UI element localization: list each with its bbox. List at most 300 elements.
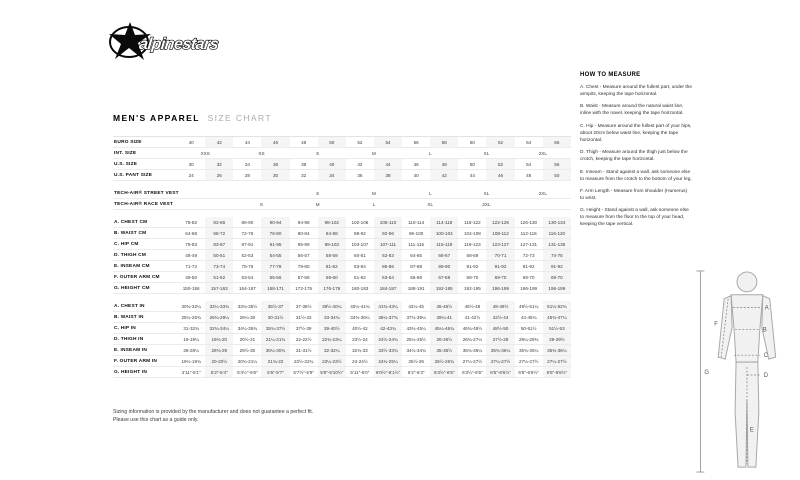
size-cell: 5′7½″-5′9″ [293,369,314,375]
size-cell: 80-84 [297,230,310,236]
size-cell: M [315,201,320,207]
size-cell: 78-82 [185,219,198,225]
size-cell: 98-102 [324,219,339,225]
row-label: C. HIP IN [114,325,136,331]
table-row [113,367,571,378]
table-row [113,312,571,323]
size-cell: 157-163 [210,285,228,291]
size-cell: 106-110 [379,219,397,225]
row-label: C. HIP CM [114,241,139,247]
size-cell: 74-75 [550,252,563,258]
size-cell: 168-171 [267,285,284,291]
table-row [113,250,571,261]
row-label: F. OUTER ARM IN [114,358,158,364]
size-cell: 115-119 [436,241,453,247]
size-cell: 79-80 [297,263,310,269]
size-cell: 4′11″-5′1″ [181,369,201,375]
size-cell: 27½-28 [492,336,509,342]
size-cell: 91-95 [269,241,282,247]
size-cell: 27¼-27½ [462,358,483,364]
size-cell: 42½-44 [492,314,509,320]
size-cell: 70-71 [494,252,507,258]
size-cell: 22-22½ [295,336,312,342]
size-cell: 46¾-48½ [462,325,483,331]
size-cell: 54 [526,161,532,167]
size-cell: 52-53 [241,252,254,258]
size-cell: 31-32¾ [183,325,199,331]
size-cell: 37-38½ [295,303,312,309]
size-cell: 119-123 [464,241,481,247]
size-cell: 38½-40¼ [322,303,342,309]
size-cell: 21¼-21¾ [265,336,286,342]
size-cell: 32 [216,161,222,167]
size-cell: 50-51½ [520,325,537,331]
size-cell: 28¾-29 [211,347,228,353]
size-cell [515,199,571,210]
size-cell: 94-98 [297,219,310,225]
size-cell: 39-40½ [323,325,340,331]
size-cell [177,188,233,199]
size-cell: 126-130 [520,219,538,225]
size-cell: 46 [497,172,504,178]
footer-line-1: Sizing information is provided by the manufacturer and does not guarantee a perfect fit. [113,409,314,415]
size-cell: 24 [188,172,194,178]
page-title-sub: SIZE CHART [207,113,272,123]
size-cell: 96-100 [409,230,424,236]
size-cell: 56 [554,161,560,167]
size-cell: 172-175 [295,285,313,291]
size-cell: 196-199 [520,285,538,291]
size-cell: 131-135 [548,241,566,247]
size-cell: S [259,201,263,207]
row-label: EURO SIZE [114,139,142,145]
size-cell: 35¾-36¼ [462,347,483,353]
size-cell: 40½-42 [352,325,368,331]
spacer-row [113,294,571,302]
size-cell: 30-31½ [267,314,284,320]
size-cell: 39¼-41 [436,314,453,320]
table-row [113,137,571,148]
size-cell: 75-76 [241,263,254,269]
size-cell: 33¾-35½ [237,303,258,309]
measure-item: F. Arm Length - Measure from shoulder (Humerus) to wrist. [580,188,688,201]
size-cell [233,188,289,199]
size-cell: 64-68 [185,230,198,236]
size-cell: 51-52 [213,274,226,280]
size-cell: 114-118 [436,219,453,225]
size-cell: 91-92 [522,263,535,269]
figure-label-hip: C [763,353,769,360]
size-cell: 26½-26¾ [434,358,454,364]
size-cell: 6′0½″-6′1½″ [375,369,401,375]
row-label: INT. SIZE [114,150,137,156]
table-row [113,323,571,334]
size-cell: 84-88 [325,230,338,236]
size-cell: 64 [526,139,532,145]
size-cell: 63-64 [382,274,394,280]
size-cell: 37¾-39¼ [406,314,426,320]
size-cell: 54 [385,139,391,145]
size-cell: 65-66 [410,274,423,280]
spacer-row [113,210,571,218]
size-cell: 85-86 [382,263,394,269]
size-cell: 50 [469,161,475,167]
size-cell: 24¾-25¼ [378,358,398,364]
size-cell: 35¾-37½ [265,325,286,331]
size-cell: 40¼-41¾ [350,303,370,309]
size-cell: 23½-24 [352,336,368,342]
size-cell: 40 [188,139,194,145]
measure-item: G. Height - Stand against a wall, ask someone else to measure from the floor to the top of your head, keeping the tape vertical. [580,208,689,228]
size-cell: 28-28¼ [183,347,199,353]
row-label: B. WAIST IN [114,314,144,320]
table-row [113,356,571,367]
size-cell: 6′5″-6′6½″ [490,369,511,375]
table-row [113,261,571,272]
size-cell: 58-59 [325,252,338,258]
size-cell: 48-49 [185,252,198,258]
size-cell: 46 [272,139,279,145]
size-cell: 44 [244,139,250,145]
size-cell: 83-87 [213,241,226,247]
size-cell: XL [483,190,490,196]
size-cell: S [316,150,320,156]
size-cell: M [372,190,376,196]
size-cell: XL [427,201,434,207]
size-cell: 2XL [538,190,547,196]
size-cell: M [372,150,376,156]
size-cell: 110-114 [408,219,425,225]
size-cell: 40 [329,161,335,167]
size-cell: 111-115 [408,241,425,247]
size-cell: 27¼-27½ [547,358,567,364]
size-cell: 51½-53 [549,325,565,331]
size-cell: 2XL [538,150,547,156]
size-cell: 60 [469,139,475,145]
size-cell: 62 [497,139,504,145]
table-row [113,159,571,170]
size-cell: 21¾-22 [267,358,284,364]
size-cell: 35¾-36¼ [518,347,539,353]
size-cell: 57-58 [297,274,310,280]
measure-item: B. Waist - Measure around the natural waist line, inline with the navel, keeping the tape horizontal. [580,104,684,117]
size-cell: 100-104 [435,230,453,236]
size-cell: 26 [216,172,222,178]
brand-wordmark: alpinestars [138,35,220,53]
size-cell: 30 [188,161,194,167]
size-cell: 91-92 [466,263,479,269]
size-cell: L [428,190,432,196]
size-cell: 64-65 [410,252,423,258]
measure-item: E. Inseam - Stand against a wall, ask someone else to measure from the crotch to the bottom of your leg. [580,169,692,182]
size-cell: 88-92 [354,230,366,236]
size-cell: 69-70 [550,274,563,280]
figure-label-height: G [704,369,709,376]
size-cell: 67-68 [438,274,451,280]
size-cell: 19¾-20 [211,336,228,342]
size-cell: 35¾-36¼ [490,347,511,353]
row-label: D. THIGH IN [114,336,144,342]
size-cell: 91-92 [550,263,563,269]
size-cell: 79-83 [185,241,198,247]
size-cell: 50-51 [213,252,226,258]
size-cell: 56-57 [297,252,310,258]
size-cell: 25¼-25½ [406,336,426,342]
size-cell: 32¾-34¼ [209,325,229,331]
size-cell: 44 [469,172,475,178]
table-row [113,199,571,210]
body-silhouette [718,272,775,467]
figure-label-chest: A [764,305,769,312]
size-cell: 112-116 [520,230,537,236]
size-cell: 92-96 [382,230,394,236]
size-cell: 5′2″-5′4″ [210,369,228,375]
table-row [113,283,571,294]
size-cell [177,199,233,210]
row-label: B. WAIST CM [114,230,147,236]
size-cell: 28 [244,172,250,178]
size-cell: 5′9″-5′10½″ [320,369,344,375]
size-cell: 43¼-45 [408,303,424,309]
size-cell: 34 [244,161,250,167]
row-label: G. HEIGHT CM [114,285,150,291]
size-cell: 38 [301,161,307,167]
size-cell: 6′5″-6′6½″ [518,369,539,375]
size-cell: 30¼-30¾ [265,347,286,353]
size-cell: 150-156 [182,285,200,291]
size-cell: 87-88 [410,263,423,269]
size-cell: 123-127 [492,241,509,247]
size-cell: 45¾-47¼ [547,314,567,320]
size-cell: 34¼-35¾ [237,325,258,331]
table-row [113,239,571,250]
size-cell: 46 [413,161,419,167]
size-cell: 49-50 [185,274,198,280]
size-cell: 22½-22¾ [293,358,314,364]
row-label: A. CHEST CM [114,219,148,225]
row-label: E. INSEAM IN [114,347,148,353]
size-cell: 196-199 [492,285,509,291]
size-cell: 26-26½ [436,336,453,342]
row-label: TECH-AIR® STREET VEST [114,190,179,196]
size-cell: XL [483,150,490,156]
size-cell: XS [258,150,265,156]
table-row [113,188,571,199]
page-title [113,113,272,123]
size-cell: 20½-21 [239,336,256,342]
figure-label-thigh: D [763,372,769,379]
size-cell: 30¾-32¼ [181,303,201,309]
size-cell: 68-69 [466,252,479,258]
size-cell: 127-131 [520,241,538,247]
size-cell: 29-29½ [549,336,565,342]
size-cell: 5′6″-5′7″ [267,369,284,375]
size-cell: 107-111 [379,241,397,247]
size-cell: 43¾-45¼ [406,325,426,331]
size-cell: 27¼-27½ [518,358,539,364]
how-to-measure-panel [580,72,692,235]
figure-label-inseam: E [749,427,754,434]
size-cell: 89-90 [438,263,451,269]
size-cell: 48½-50 [492,325,509,331]
row-label: D. THIGH CM [114,252,147,258]
size-cell: 56 [413,139,419,145]
size-cell: 31½-33 [295,314,312,320]
size-cell: 48-49½ [492,303,509,309]
size-cell: 48 [441,161,447,167]
size-cell: 27¼-27½ [490,358,511,364]
size-cell: 45¼-46¾ [434,325,454,331]
size-cell: 102-106 [351,219,369,225]
size-cell: 50 [329,139,335,145]
row-label: A. CHEST IN [114,303,145,309]
size-cell: 55-56 [269,274,282,280]
size-cell: 32¼-33¾ [209,303,229,309]
size-cell: 44-45¾ [520,314,537,320]
measure-item: D. Thigh - Measure around the thigh just below the crotch, keeping the tape horizontal. [580,150,688,163]
figure-label-arm: F [714,321,718,328]
table-row [113,170,571,181]
size-cell: 6′3½″-6′5″ [462,369,483,375]
figure-label-waist: B [762,327,767,334]
size-cell: 192-195 [463,285,481,291]
size-cell: 184-187 [379,285,397,291]
size-cell: 5′4½″-5′6″ [237,369,258,375]
size-cell: 48 [526,172,532,178]
size-cell: 22¾-23¼ [322,336,342,342]
size-cell: 45-46½ [436,303,453,309]
size-cell: 49½-51¼ [518,303,539,309]
size-cell: 29½-30 [239,347,256,353]
size-cell: 40 [413,172,419,178]
size-cell: 99-103 [324,241,339,247]
size-cell: 118-122 [464,219,481,225]
size-cell: 108-112 [492,230,509,236]
size-cell: 46½-48 [464,303,481,309]
row-label: F. OUTER ARM CM [114,274,160,280]
size-cell: 69-70 [494,274,507,280]
how-to-measure-heading: HOW TO MEASURE [580,72,641,78]
size-cell: 28¼-28¾ [518,336,539,342]
size-cell: 66 [554,139,560,145]
size-cell: 50 [554,172,560,178]
size-cell: 164-167 [238,285,256,291]
size-cell: 35-35½ [436,347,453,353]
size-cell: 91-92 [494,263,507,269]
footer-disclaimer [113,408,313,425]
size-cell: 20-20½ [211,358,228,364]
size-cell: 34¾-36¼ [350,314,370,320]
page-title-main: MEN'S APPAREL [113,113,200,123]
size-cell: 38 [385,172,391,178]
size-cell: 66-67 [438,252,451,258]
size-cell: 62-63 [382,252,394,258]
size-cell: 42-43¾ [380,325,396,331]
size-cell: 180-183 [351,285,369,291]
size-cell: 58 [441,139,447,145]
size-cell: 81-82 [325,263,338,269]
size-table [113,136,571,378]
size-cell: 72-73 [522,252,535,258]
size-cell: 35¾-36¼ [547,347,567,353]
size-cell: 2XL [482,201,491,207]
table-row [113,272,571,283]
size-cell: 71-72 [185,263,198,269]
table-row [113,228,571,239]
table-row [113,345,571,356]
row-label: G. HEIGHT IN [114,369,148,375]
size-cell: 83-84 [354,263,366,269]
size-cell: 28¼-30 [239,314,256,320]
size-cell: 6′2″-6′3″ [407,369,425,375]
size-cell: S [316,190,320,196]
table-row [113,148,571,159]
row-label: U.S. PANT SIZE [114,172,153,178]
size-cell: 72-76 [241,230,254,236]
size-cell: 192-195 [435,285,453,291]
size-cell: XXS [200,150,210,156]
table-row [113,334,571,345]
size-cell: 104-108 [463,230,481,236]
size-cell: 61-62 [354,274,366,280]
size-cell: 52 [497,161,504,167]
size-cell: 35½-37 [267,303,284,309]
row-label: U.S. SIZE [114,161,138,167]
size-cell: 31-31½ [295,347,312,353]
size-cell: 87-91 [241,241,254,247]
measure-item: A. Chest - Measure around the fullest part, under the armpits, keeping the tape horizontal. [580,85,692,97]
size-cell: 69-70 [522,274,535,280]
size-cell: 53-54 [241,274,254,280]
alpinestars-logo [108,18,238,64]
size-cell: 188-191 [407,285,425,291]
size-cell: 6′3½″-6′5″ [434,369,455,375]
size-cell: 19¼-19¾ [181,358,201,364]
size-cell: 116-120 [548,230,566,236]
size-cell: 130-134 [548,219,566,225]
size-cell: 48 [301,139,307,145]
size-cell: 36 [357,172,363,178]
size-cell: 103-107 [351,241,369,247]
size-cell: 41¾-43¼ [378,303,398,309]
size-cell: 24-24½ [352,358,368,364]
size-cell: 82-86 [213,219,226,225]
size-cell: 32-32¼ [323,347,340,353]
size-cell: 44 [385,161,391,167]
size-cell: 33½-33¾ [378,347,398,353]
size-cell: 26¾-27¼ [462,336,483,342]
size-cell: 59-60 [325,274,338,280]
size-cell: 34¼-34¾ [406,347,426,353]
size-cell: 69-70 [466,274,479,280]
size-cell: 51¼-52¾ [547,303,567,309]
size-cell: 36¼-37¾ [378,314,398,320]
size-cell: 77-78 [269,263,282,269]
size-cell: 25¼-26¾ [181,314,201,320]
size-cell: 73-74 [213,263,226,269]
size-cell: 23¼-23½ [322,358,342,364]
size-cell: 76-80 [269,230,282,236]
size-cell: 176-179 [323,285,341,291]
size-cell: 42 [441,172,447,178]
size-cell: L [428,150,432,156]
size-cell: 30 [272,172,279,178]
size-cell: 26¾-28¼ [209,314,229,320]
measurement-figure [692,268,792,480]
size-cell: 36 [272,161,279,167]
size-cell: L [372,201,376,207]
size-cell: 60-61 [354,252,366,258]
